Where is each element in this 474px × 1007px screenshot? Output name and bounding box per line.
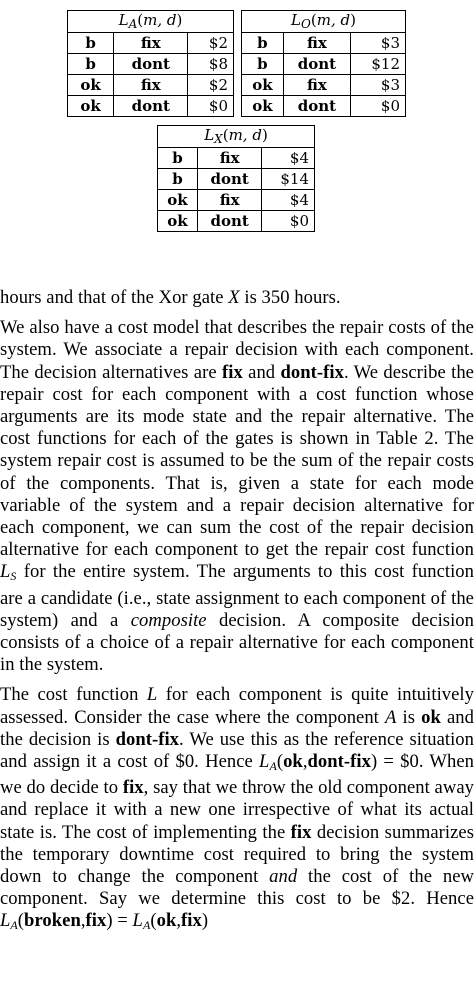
mode-cell: b (158, 148, 198, 169)
mode-cell: b (68, 33, 114, 54)
cost-cell: $14 (262, 169, 315, 190)
decision-cell: dont (198, 211, 262, 232)
decision-cell: fix (198, 148, 262, 169)
table-row (242, 54, 406, 75)
table-row (242, 33, 406, 54)
cost-cell: $3 (351, 75, 406, 96)
decision-cell: dont (114, 54, 188, 75)
mode-cell: b (242, 54, 284, 75)
cost-cell: $0 (262, 211, 315, 232)
table-row (68, 96, 234, 117)
table-row (242, 75, 406, 96)
decision-cell: dont (283, 96, 350, 117)
decision-cell: dont (283, 54, 350, 75)
table-header-lx: $L_X(m$, d) (158, 126, 315, 148)
table-row (158, 148, 315, 169)
decision-cell: fix (114, 75, 188, 96)
mode-cell: b (68, 54, 114, 75)
cost-cell: $3 (351, 33, 406, 54)
cost-cell: $8 (188, 54, 234, 75)
table-header-lo: $L_O(m$, d) (242, 11, 406, 33)
decision-cell: dont (114, 96, 188, 117)
table-header-la: $L_A(m$, d) (68, 11, 234, 33)
mode-cell: b (158, 169, 198, 190)
paragraph-2: We also have a cost model that describes the repair costs of the system. We associate a repair decision with each component. The decision alternatives are fix and dont-fix. We describe the repair cost for each component with a cost function whose arguments are its mode state and the repair alternative. The cost functions for each of the gates is shown in Table 2. The system repair cost is assumed to be the sum of the repair costs of the components. That is, given a state for each mode variable of the system and a repair decision alternative for each component, we can sum the cost of the repair decision alternative for each component to get the repair cost function $L_S$ for the entire system. The arguments to this cost function are a candidate (i.e., state assignment to each component of the system) and a composite decision. A composite decision consists of a choice of a repair alternative for each component in the system. (0, 317, 474, 676)
cost-table-lx (157, 125, 315, 232)
mode-cell: ok (158, 211, 198, 232)
cost-cell: $0 (188, 96, 234, 117)
decision-cell: fix (283, 75, 350, 96)
table-row (242, 96, 406, 117)
cost-table-lo (241, 10, 406, 117)
body-text (0, 287, 474, 945)
mode-cell: ok (242, 75, 284, 96)
cost-cell: $4 (262, 190, 315, 211)
cost-cell: $4 (262, 148, 315, 169)
cost-cell: $0 (351, 96, 406, 117)
decision-cell: dont (198, 169, 262, 190)
cost-cell: $2 (188, 75, 234, 96)
table-row (158, 190, 315, 211)
mode-cell: b (242, 33, 284, 54)
table-row (158, 211, 315, 232)
cost-cell: $12 (351, 54, 406, 75)
cost-table-la (67, 10, 234, 117)
decision-cell: fix (283, 33, 350, 54)
mode-cell: ok (242, 96, 284, 117)
table-row (68, 33, 234, 54)
table-row (158, 169, 315, 190)
paragraph-1: hours and that of the Xor gate X is 350 hours. (0, 287, 341, 308)
paragraph-3: The cost function L for each component is quite intuitively assessed. Consider the case where the component A is ok and the decision is dont-fix. We use this as the reference situation and assign it a cost of $0. Hence $L_A(ok,dont-fix)$ = $0. When we do decide to fix, say that we throw the old component away and replace it with a new one irrespective of what its actual state is. The cost of implementing the fix decision summarizes the temporary downtime cost required to bring the system down to change the component and the cost of the new component. Say we determine this cost to be $2. Hence $L_A(broken,fix) = L_A(ok,fix)$ (0, 684, 474, 933)
table-row (68, 75, 234, 96)
table-row (68, 54, 234, 75)
mode-cell: ok (68, 75, 114, 96)
mode-cell: ok (158, 190, 198, 211)
mode-cell: ok (68, 96, 114, 117)
decision-cell: fix (198, 190, 262, 211)
cost-cell: $2 (188, 33, 234, 54)
decision-cell: fix (114, 33, 188, 54)
